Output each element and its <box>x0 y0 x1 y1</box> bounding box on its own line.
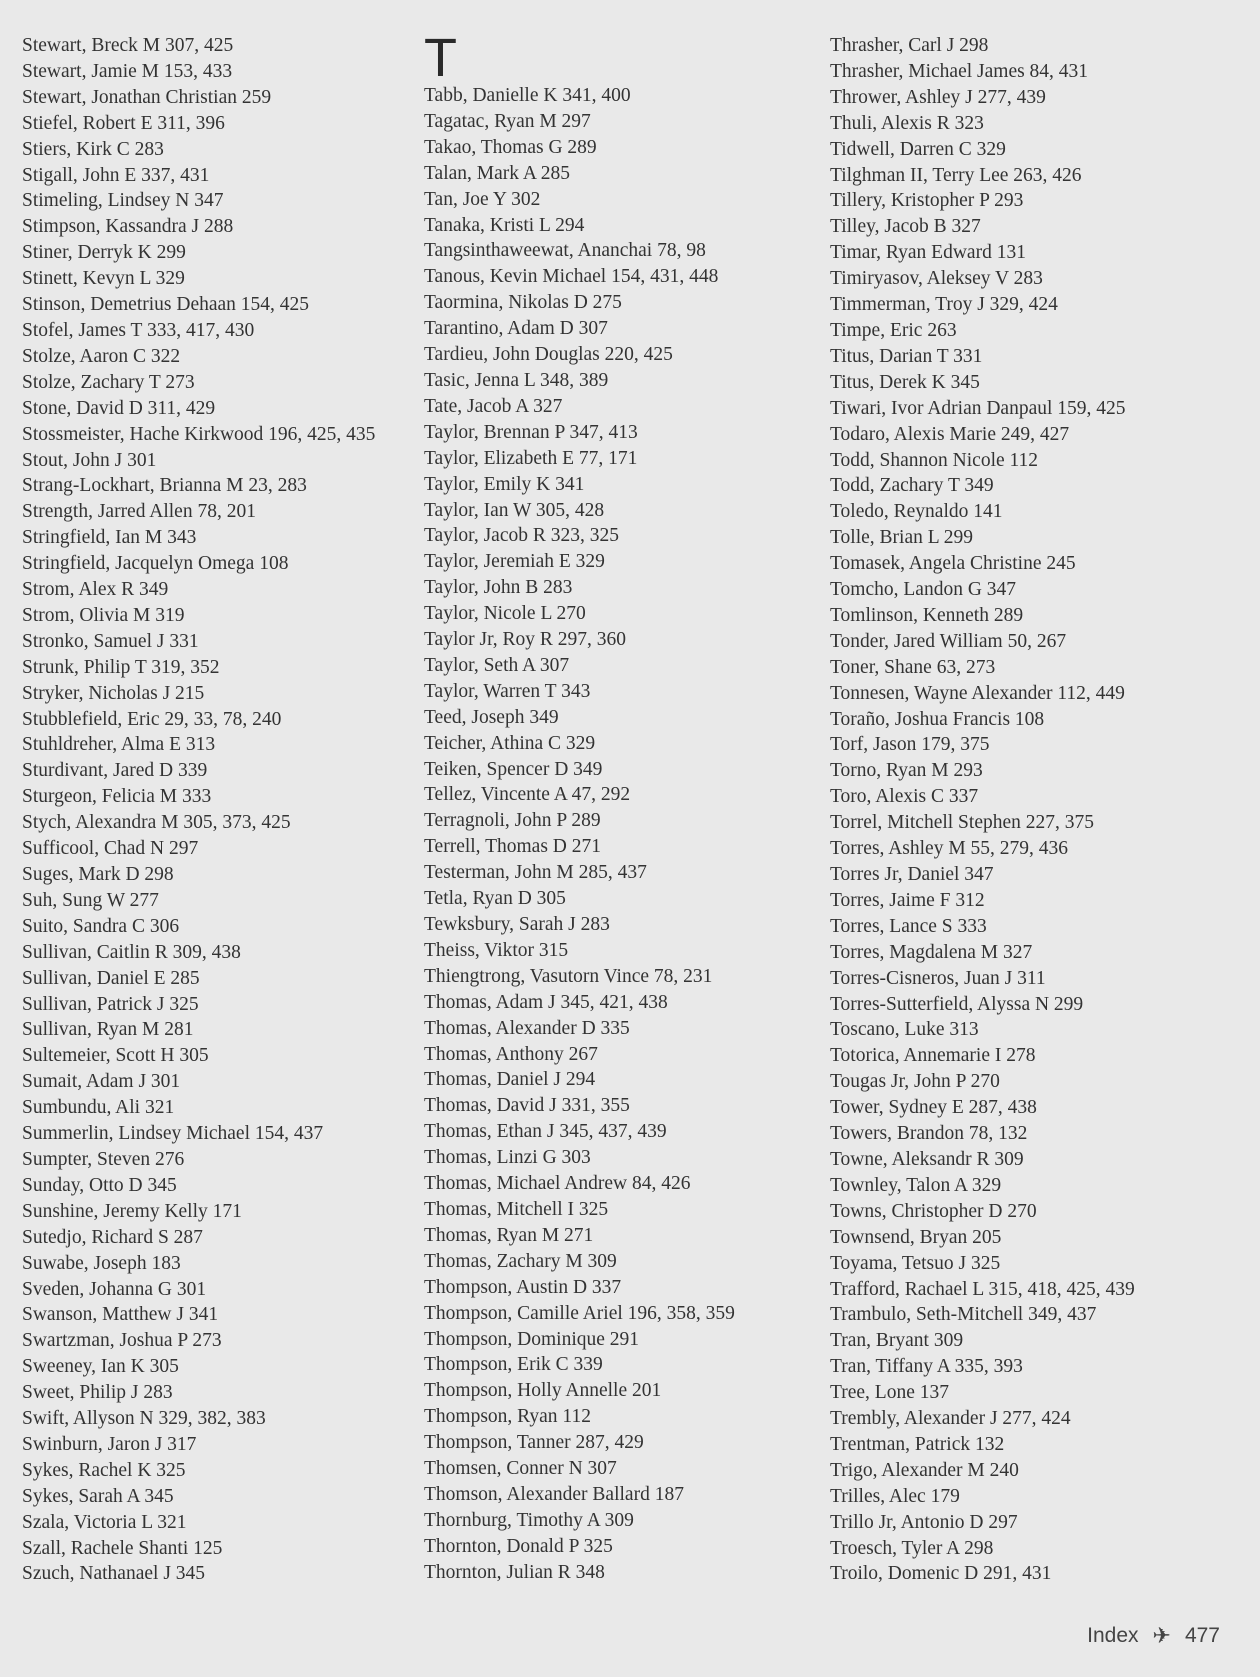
index-entry: Stryker, Nicholas J 215 <box>22 682 205 704</box>
index-entry: Tonder, Jared William 50, 267 <box>830 630 1067 652</box>
index-entry: Takao, Thomas G 289 <box>424 136 597 158</box>
index-entry: Swartzman, Joshua P 273 <box>22 1330 222 1352</box>
index-entry: Sullivan, Ryan M 281 <box>22 1019 194 1041</box>
index-entry: Toledo, Reynaldo 141 <box>830 501 1003 523</box>
index-entry: Torres, Ashley M 55, 279, 436 <box>830 838 1069 860</box>
index-entry: Sultemeier, Scott H 305 <box>22 1045 209 1067</box>
index-entry: Thomas, Ethan J 345, 437, 439 <box>424 1121 667 1143</box>
index-entry: Teicher, Athina C 329 <box>424 732 596 754</box>
index-entry: Torres, Jaime F 312 <box>830 889 985 911</box>
index-column-1 <box>22 33 402 1587</box>
index-entry: Suwabe, Joseph 183 <box>22 1252 181 1274</box>
index-entry: Stronko, Samuel J 331 <box>22 630 199 652</box>
index-entry: Stiner, Derryk K 299 <box>22 242 186 264</box>
index-entry: Stuhldreher, Alma E 313 <box>22 734 216 756</box>
index-entry: Timpe, Eric 263 <box>830 319 957 341</box>
index-entry: Thomson, Alexander Ballard 187 <box>424 1483 684 1505</box>
index-entry: Thompson, Camille Ariel 196, 358, 359 <box>424 1302 735 1324</box>
index-entry: Trembly, Alexander J 277, 424 <box>830 1408 1071 1430</box>
index-entry: Thrasher, Michael James 84, 431 <box>830 60 1089 82</box>
index-entry: Sweeney, Ian K 305 <box>22 1356 179 1378</box>
index-entry: Strang-Lockhart, Brianna M 23, 283 <box>22 475 307 497</box>
index-entry: Torres, Magdalena M 327 <box>830 941 1033 963</box>
index-entry: Toyama, Tetsuo J 325 <box>830 1252 1001 1274</box>
index-entry: Taylor, John B 283 <box>424 577 573 599</box>
index-entry: Terragnoli, John P 289 <box>424 810 601 832</box>
index-entry: Thomas, Ryan M 271 <box>424 1224 594 1246</box>
index-entry: Thrasher, Carl J 298 <box>830 35 989 56</box>
index-entry: Stych, Alexandra M 305, 373, 425 <box>22 812 291 834</box>
index-entry: Todaro, Alexis Marie 249, 427 <box>830 423 1070 445</box>
index-entry: Totorica, Annemarie I 278 <box>830 1045 1036 1067</box>
index-entry: Tomcho, Landon G 347 <box>830 579 1017 601</box>
index-entry: Suges, Mark D 298 <box>22 864 174 885</box>
index-entry: Thomas, Mitchell I 325 <box>424 1198 609 1220</box>
index-entry: Thomas, Alexander D 335 <box>424 1017 630 1039</box>
index-entry: Stewart, Jonathan Christian 259 <box>22 86 272 108</box>
index-entry: Tidwell, Darren C 329 <box>830 138 1006 160</box>
index-entry: Taylor, Jacob R 323, 325 <box>424 525 619 547</box>
index-entry: Szala, Victoria L 321 <box>22 1511 187 1533</box>
index-entry: Thomas, Anthony 267 <box>424 1043 598 1065</box>
index-entry: Thompson, Erik C 339 <box>424 1354 603 1376</box>
index-entry: Thrower, Ashley J 277, 439 <box>830 86 1046 108</box>
index-column-3 <box>830 33 1250 1587</box>
index-entry: Titus, Derek K 345 <box>830 371 980 393</box>
index-entry: Talan, Mark A 285 <box>424 162 570 184</box>
footer-section-label: Index <box>1087 1624 1139 1647</box>
index-entry: Torno, Ryan M 293 <box>830 760 983 782</box>
index-entry: Swift, Allyson N 329, 382, 383 <box>22 1408 266 1430</box>
index-entry: Tougas Jr, John P 270 <box>830 1071 1000 1093</box>
index-entry: Sturgeon, Felicia M 333 <box>22 786 212 808</box>
index-entry: Strom, Olivia M 319 <box>22 604 185 626</box>
index-entry: Timar, Ryan Edward 131 <box>830 242 1026 264</box>
index-entry: Summerlin, Lindsey Michael 154, 437 <box>22 1123 324 1145</box>
index-entry: Sufficool, Chad N 297 <box>22 838 199 860</box>
index-entry: Thuli, Alexis R 323 <box>830 112 984 134</box>
index-entry: Tower, Sydney E 287, 438 <box>830 1097 1037 1119</box>
index-entry: Stolze, Zachary T 273 <box>22 371 195 393</box>
index-entry: Sunday, Otto D 345 <box>22 1174 177 1196</box>
index-entry: Tolle, Brian L 299 <box>830 527 974 549</box>
index-entry: Taylor, Warren T 343 <box>424 680 591 702</box>
index-entry: Thompson, Holly Annelle 201 <box>424 1380 662 1402</box>
section-letter: T <box>424 28 457 88</box>
index-entry: Szall, Rachele Shanti 125 <box>22 1537 223 1559</box>
index-entry: Stringfield, Jacquelyn Omega 108 <box>22 553 289 575</box>
index-entry: Tonnesen, Wayne Alexander 112, 449 <box>830 682 1125 704</box>
index-entry: Trambulo, Seth-Mitchell 349, 437 <box>830 1304 1097 1326</box>
index-entry: Thomas, Michael Andrew 84, 426 <box>424 1173 691 1195</box>
index-entry: Torres-Cisneros, Juan J 311 <box>830 967 1046 989</box>
index-entry: Thomsen, Conner N 307 <box>424 1458 617 1480</box>
index-entry: Stout, John J 301 <box>22 449 157 471</box>
index-entry: Sumbundu, Ali 321 <box>22 1097 175 1119</box>
index-entry: Swanson, Matthew J 341 <box>22 1304 219 1326</box>
index-entry: Troilo, Domenic D 291, 431 <box>830 1563 1052 1585</box>
index-entry: Taylor, Elizabeth E 77, 171 <box>424 447 638 469</box>
index-entry: Tilghman II, Terry Lee 263, 426 <box>830 164 1082 186</box>
index-entry: Thompson, Tanner 287, 429 <box>424 1432 644 1454</box>
index-entry: Towers, Brandon 78, 132 <box>830 1123 1028 1145</box>
index-entry: Toner, Shane 63, 273 <box>830 656 996 678</box>
index-entry: Taylor Jr, Roy R 297, 360 <box>424 629 627 651</box>
index-entry: Tomasek, Angela Christine 245 <box>830 553 1076 575</box>
index-entry: Toraño, Joshua Francis 108 <box>830 708 1045 730</box>
page-number: 477 <box>1184 1624 1220 1647</box>
index-entry: Tran, Bryant 309 <box>830 1330 964 1352</box>
index-entry: Sunshine, Jeremy Kelly 171 <box>22 1200 242 1222</box>
index-entry: Taylor, Brennan P 347, 413 <box>424 421 638 443</box>
index-entry: Thornton, Donald P 325 <box>424 1535 613 1557</box>
index-entry: Trentman, Patrick 132 <box>830 1433 1005 1455</box>
index-entry: Toscano, Luke 313 <box>830 1019 979 1041</box>
index-entry: Tasic, Jenna L 348, 389 <box>424 369 609 391</box>
index-entry: Tabb, Danielle K 341, 400 <box>424 85 631 106</box>
index-entry: Torres-Sutterfield, Alyssa N 299 <box>830 993 1084 1015</box>
index-entry: Taylor, Nicole L 270 <box>424 603 586 625</box>
index-entry: Tiwari, Ivor Adrian Danpaul 159, 425 <box>830 397 1126 419</box>
index-entry: Suito, Sandra C 306 <box>22 915 180 937</box>
index-entry: Tangsinthaweewat, Ananchai 78, 98 <box>424 240 706 262</box>
index-entry: Teiken, Spencer D 349 <box>424 758 603 780</box>
index-entry: Stiers, Kirk C 283 <box>22 138 164 160</box>
index-entry: Stewart, Breck M 307, 425 <box>22 35 234 56</box>
index-entry: Towne, Aleksandr R 309 <box>830 1148 1024 1170</box>
index-entry: Townsend, Bryan 205 <box>830 1226 1002 1248</box>
index-entry: Todd, Shannon Nicole 112 <box>830 449 1039 471</box>
index-entry: Sullivan, Daniel E 285 <box>22 967 200 989</box>
index-entry: Terrell, Thomas D 271 <box>424 836 601 858</box>
index-entry: Tan, Joe Y 302 <box>424 188 541 210</box>
index-entry: Swinburn, Jaron J 317 <box>22 1433 197 1455</box>
index-entry: Troesch, Tyler A 298 <box>830 1537 994 1559</box>
index-entry: Trillo Jr, Antonio D 297 <box>830 1511 1018 1533</box>
index-entry: Stimpson, Kassandra J 288 <box>22 216 234 238</box>
index-entry: Taylor, Ian W 305, 428 <box>424 499 605 521</box>
index-entry: Tagatac, Ryan M 297 <box>424 110 591 132</box>
index-entry: Sullivan, Caitlin R 309, 438 <box>22 941 241 963</box>
index-column-2 <box>424 28 814 1586</box>
index-entry: Tanous, Kevin Michael 154, 431, 448 <box>424 266 719 288</box>
index-entry: Thomas, Zachary M 309 <box>424 1250 617 1272</box>
index-entry: Tran, Tiffany A 335, 393 <box>830 1356 1023 1378</box>
index-entry: Stigall, John E 337, 431 <box>22 164 210 186</box>
index-entry: Szuch, Nathanael J 345 <box>22 1563 206 1585</box>
index-entry: Stubblefield, Eric 29, 33, 78, 240 <box>22 708 282 730</box>
index-entry: Sykes, Sarah A 345 <box>22 1485 174 1507</box>
index-entry: Strength, Jarred Allen 78, 201 <box>22 501 256 523</box>
index-entry: Sveden, Johanna G 301 <box>22 1278 207 1300</box>
index-entry: Thomas, David J 331, 355 <box>424 1095 630 1117</box>
index-entry: Stolze, Aaron C 322 <box>22 345 181 367</box>
index-entry: Townley, Talon A 329 <box>830 1174 1002 1196</box>
index-entry: Sturdivant, Jared D 339 <box>22 760 208 782</box>
index-entry: Thornton, Julian R 348 <box>424 1561 605 1583</box>
index-entry: Tate, Jacob A 327 <box>424 395 563 417</box>
index-entry: Testerman, John M 285, 437 <box>424 862 647 884</box>
airplane-icon: ✈ <box>1152 1623 1171 1648</box>
index-entry: Taylor, Jeremiah E 329 <box>424 551 605 573</box>
index-entry: Tilley, Jacob B 327 <box>830 216 981 238</box>
index-entry: Toro, Alexis C 337 <box>830 786 979 808</box>
index-entry: Thiengtrong, Vasutorn Vince 78, 231 <box>424 965 713 987</box>
index-entry: Titus, Darian T 331 <box>830 345 983 367</box>
index-entry: Strunk, Philip T 319, 352 <box>22 656 220 678</box>
index-entry: Tree, Lone 137 <box>830 1382 949 1404</box>
index-entry: Stringfield, Ian M 343 <box>22 527 197 549</box>
index-entry: Timmerman, Troy J 329, 424 <box>830 294 1058 316</box>
page-footer <box>1087 1623 1220 1649</box>
index-entry: Torres, Lance S 333 <box>830 915 987 937</box>
index-entry: Stone, David D 311, 429 <box>22 397 216 419</box>
index-entry: Stewart, Jamie M 153, 433 <box>22 60 233 82</box>
index-entry: Taormina, Nikolas D 275 <box>424 292 622 314</box>
index-entry: Tomlinson, Kenneth 289 <box>830 604 1024 626</box>
index-entry: Sweet, Philip J 283 <box>22 1382 173 1404</box>
index-entry: Thompson, Dominique 291 <box>424 1328 640 1350</box>
index-entry: Sutedjo, Richard S 287 <box>22 1226 203 1248</box>
index-entry: Torf, Jason 179, 375 <box>830 734 990 756</box>
index-entry: Tetla, Ryan D 305 <box>424 888 566 910</box>
index-entry: Thomas, Daniel J 294 <box>424 1069 596 1091</box>
index-entry: Stinson, Demetrius Dehaan 154, 425 <box>22 294 310 316</box>
index-entry: Sykes, Rachel K 325 <box>22 1459 186 1481</box>
index-entry: Stiefel, Robert E 311, 396 <box>22 112 225 134</box>
index-entry: Thompson, Austin D 337 <box>424 1276 622 1298</box>
index-entry: Stinett, Kevyn L 329 <box>22 268 185 290</box>
index-entry: Stossmeister, Hache Kirkwood 196, 425, 435 <box>22 423 376 445</box>
index-entry: Tarantino, Adam D 307 <box>424 318 608 340</box>
index-entry: Strom, Alex R 349 <box>22 579 169 601</box>
index-entry: Taylor, Emily K 341 <box>424 473 585 495</box>
index-entry: Towns, Christopher D 270 <box>830 1200 1037 1222</box>
index-entry: Trilles, Alec 179 <box>830 1485 960 1507</box>
index-entry: Thomas, Adam J 345, 421, 438 <box>424 991 668 1013</box>
index-entry: Tardieu, John Douglas 220, 425 <box>424 344 673 366</box>
index-entry: Trafford, Rachael L 315, 418, 425, 439 <box>830 1278 1135 1300</box>
index-entry: Stimeling, Lindsey N 347 <box>22 190 224 212</box>
index-entry: Sullivan, Patrick J 325 <box>22 993 199 1015</box>
index-entry: Stofel, James T 333, 417, 430 <box>22 319 255 341</box>
index-entry: Taylor, Seth A 307 <box>424 654 570 676</box>
index-entry: Tewksbury, Sarah J 283 <box>424 914 610 935</box>
index-entry: Sumait, Adam J 301 <box>22 1071 181 1093</box>
index-entry: Timiryasov, Aleksey V 283 <box>830 268 1043 290</box>
index-entry: Todd, Zachary T 349 <box>830 475 994 497</box>
index-entry: Tanaka, Kristi L 294 <box>424 214 585 236</box>
index-entry: Tillery, Kristopher P 293 <box>830 190 1024 212</box>
index-entry: Trigo, Alexander M 240 <box>830 1459 1019 1481</box>
index-entry: Thompson, Ryan 112 <box>424 1406 591 1428</box>
index-entry: Teed, Joseph 349 <box>424 706 559 728</box>
index-entry: Sumpter, Steven 276 <box>22 1148 185 1170</box>
index-entry: Tellez, Vincente A 47, 292 <box>424 784 631 806</box>
index-entry: Torres Jr, Daniel 347 <box>830 864 994 885</box>
index-entry: Torrel, Mitchell Stephen 227, 375 <box>830 812 1095 834</box>
index-entry: Thomas, Linzi G 303 <box>424 1147 591 1169</box>
index-entry: Theiss, Viktor 315 <box>424 939 569 961</box>
index-entry: Thornburg, Timothy A 309 <box>424 1509 634 1531</box>
index-entry: Suh, Sung W 277 <box>22 889 159 911</box>
